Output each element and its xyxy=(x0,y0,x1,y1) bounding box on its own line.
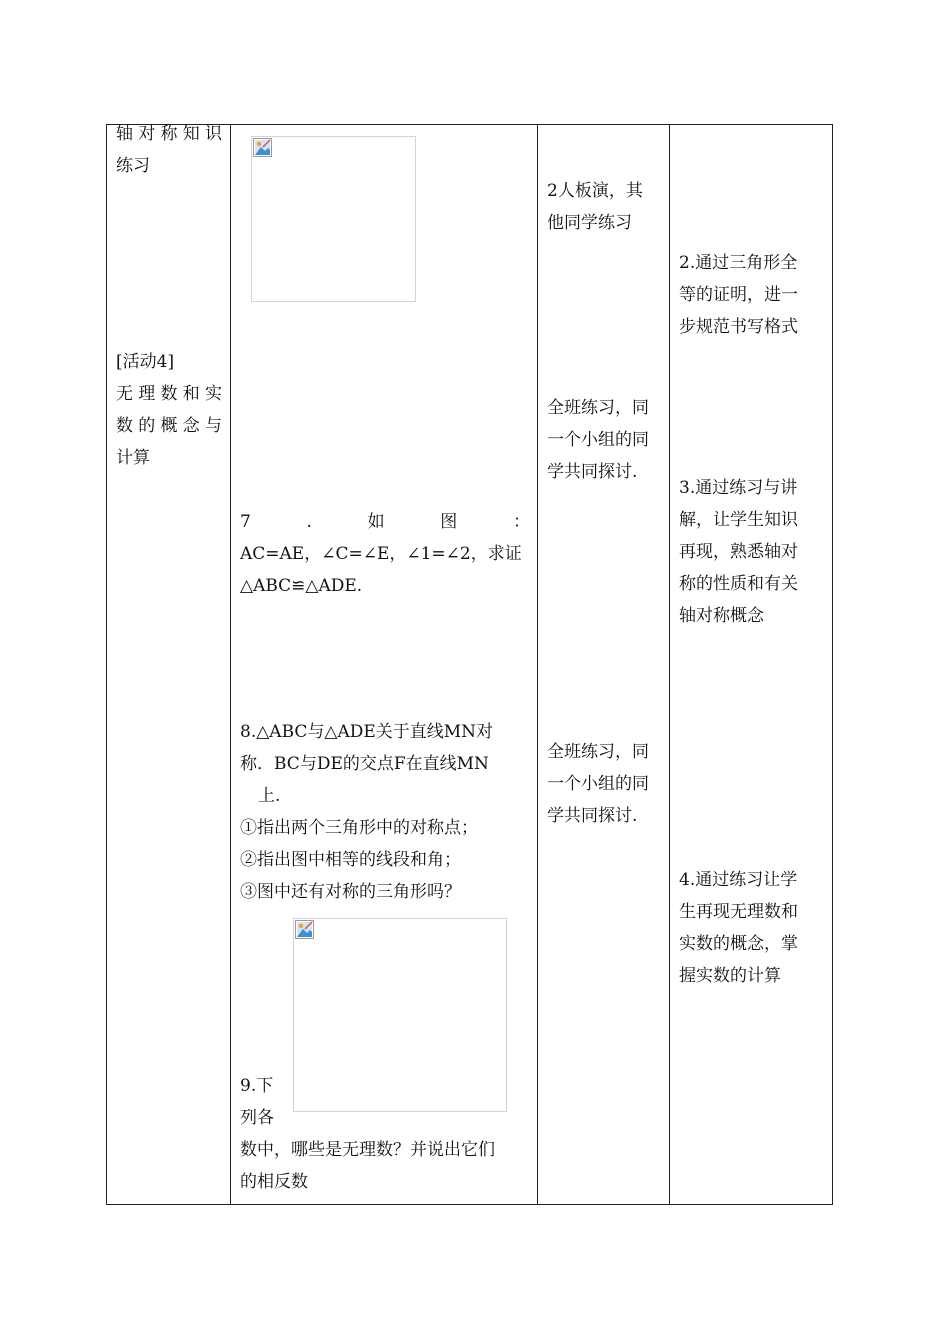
question-9-line: 的相反数 xyxy=(240,1172,308,1192)
activity-title-line: 数 的 概 念 与 xyxy=(116,416,222,436)
design-goal-line: 实数的概念，掌 xyxy=(679,934,798,954)
figure-placeholder xyxy=(293,918,507,1112)
design-goal-line: 等的证明，进一 xyxy=(679,285,798,305)
student-activity-line: 2人板演，其 xyxy=(547,181,643,201)
student-activity-line: 全班练习，同 xyxy=(547,742,649,762)
q7-number: 7 xyxy=(240,512,251,532)
question-9-line: 数中，哪些是无理数？并说出它们 xyxy=(240,1140,495,1160)
design-goal-line: 轴对称概念 xyxy=(679,606,764,626)
q7-dot: . xyxy=(306,512,312,532)
q7-word: 图 xyxy=(440,512,458,532)
column-divider xyxy=(537,125,538,1204)
question-8-line: 称．BC与DE的交点F在直线MN xyxy=(240,754,489,774)
question-7-line: AC=AE，∠C=∠E，∠1=∠2，求证 xyxy=(240,544,522,564)
design-goal-line: 再现，熟悉轴对 xyxy=(679,542,798,562)
design-goal-line: 称的性质和有关 xyxy=(679,574,798,594)
q7-colon: ： xyxy=(512,512,530,532)
activity-tag: [活动4] xyxy=(116,352,175,372)
student-activity-line: 他同学练习 xyxy=(547,213,632,233)
column-divider xyxy=(669,125,670,1204)
topic-title-line: 练习 xyxy=(116,156,150,176)
student-activity-line: 全班练习，同 xyxy=(547,398,649,418)
design-goal-line: 3.通过练习与讲 xyxy=(679,478,798,498)
question-9-line: 9.下 xyxy=(240,1076,274,1096)
activity-title-line: 无 理 数 和 实 xyxy=(116,384,222,404)
broken-image-icon xyxy=(253,138,272,157)
activity-title-line: 计算 xyxy=(116,448,150,468)
design-goal-line: 步规范书写格式 xyxy=(679,317,798,337)
design-goal-line: 生再现无理数和 xyxy=(679,902,798,922)
figure-placeholder xyxy=(251,136,416,302)
question-7-line xyxy=(240,506,530,538)
column-divider xyxy=(230,125,231,1204)
topic-title-line: 轴 对 称 知 识 xyxy=(116,124,222,144)
question-8-item: ①指出两个三角形中的对称点； xyxy=(240,818,478,838)
question-8-line: 上. xyxy=(258,786,281,806)
student-activity-line: 学共同探讨. xyxy=(547,462,638,482)
question-9-line: 列各 xyxy=(240,1108,274,1128)
broken-image-icon xyxy=(295,920,314,939)
q7-word: 如 xyxy=(367,512,385,532)
design-goal-line: 2.通过三角形全 xyxy=(679,253,798,273)
student-activity-line: 学共同探讨. xyxy=(547,806,638,826)
design-goal-line: 解，让学生知识 xyxy=(679,510,798,530)
student-activity-line: 一个小组的同 xyxy=(547,774,649,794)
question-7-line: △ABC≌△ADE. xyxy=(240,576,363,596)
student-activity-line: 一个小组的同 xyxy=(547,430,649,450)
question-8-line: 8.△ABC与△ADE关于直线MN对 xyxy=(240,722,494,742)
design-goal-line: 4.通过练习让学 xyxy=(679,870,798,890)
question-8-item: ③图中还有对称的三角形吗？ xyxy=(240,882,461,902)
design-goal-line: 握实数的计算 xyxy=(679,966,781,986)
question-8-item: ②指出图中相等的线段和角； xyxy=(240,850,461,870)
